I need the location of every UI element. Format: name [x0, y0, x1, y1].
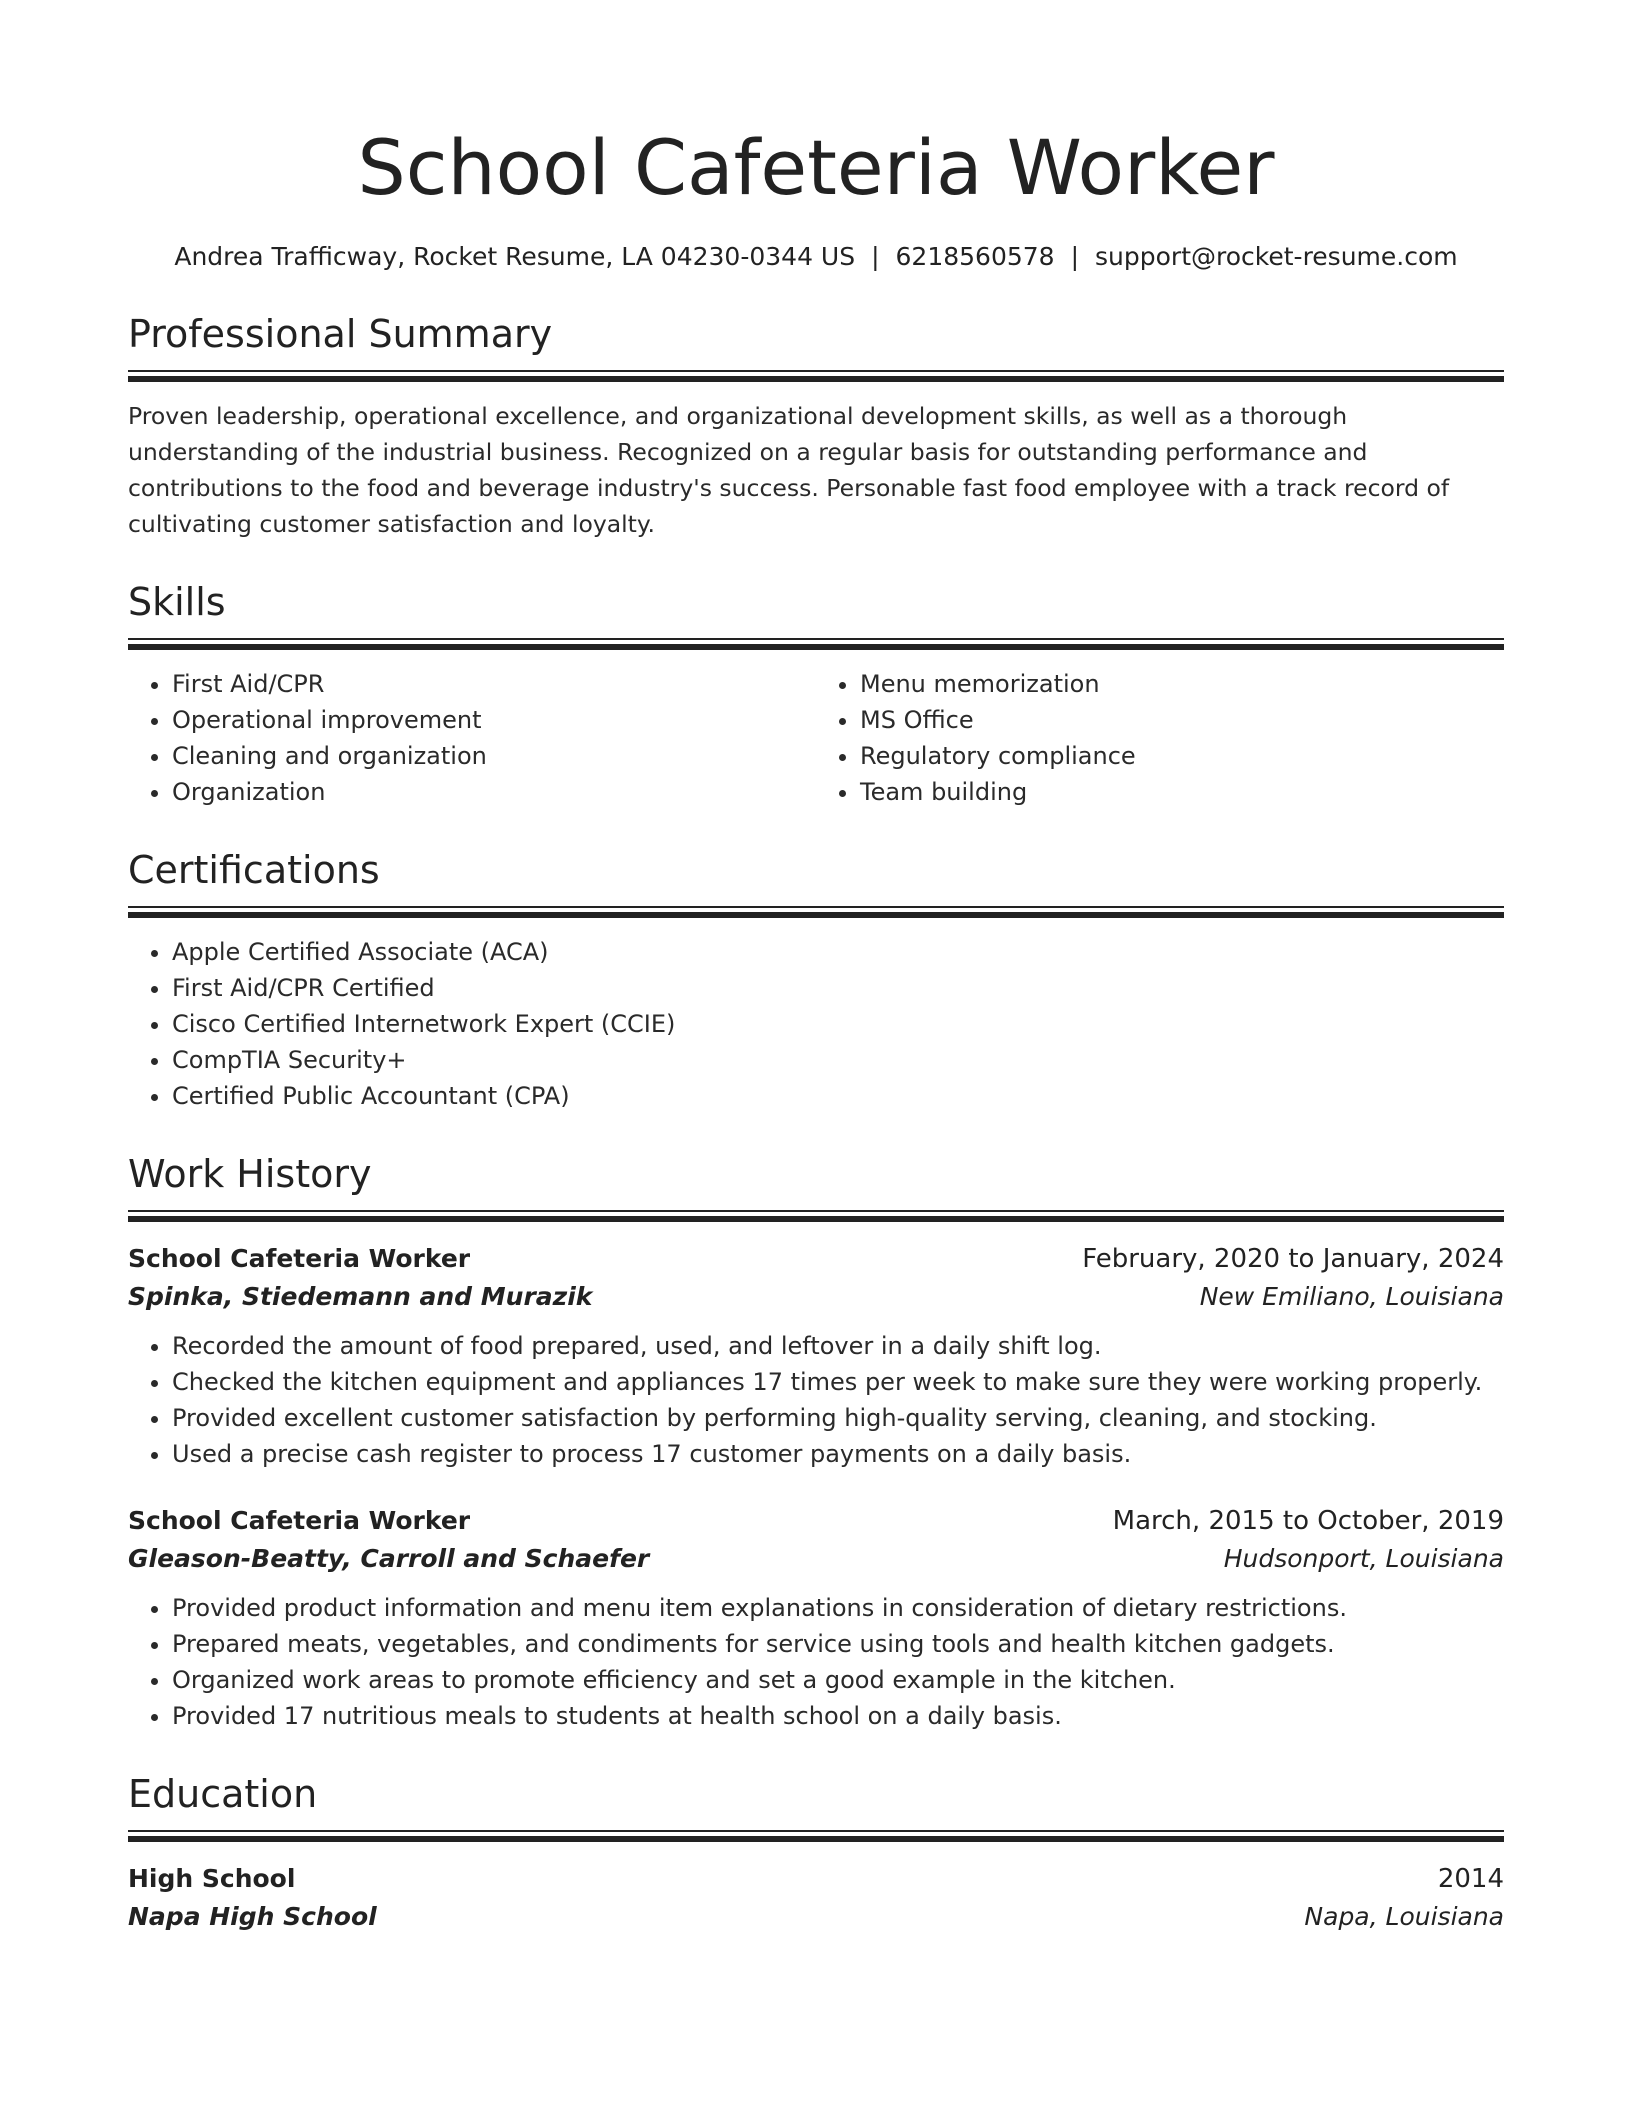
- skills-list-left: [128, 666, 816, 810]
- certifications-list: [128, 934, 1504, 1114]
- job-bullet: • Provided excellent customer satisfaction by performing high-quality serving, cleaning, and stocking.: [172, 1400, 1504, 1436]
- certifications-heading: Certifications: [128, 848, 380, 892]
- education-school: Napa High School: [128, 1902, 377, 1931]
- summary-heading: Professional Summary: [128, 312, 553, 356]
- certification-item: • First Aid/CPR Certified: [172, 970, 1504, 1006]
- job-company: Spinka, Stiedemann and Murazik: [128, 1282, 593, 1311]
- contact-phone: 6218560578: [895, 242, 1055, 271]
- skill-item: • First Aid/CPR: [172, 666, 816, 702]
- education-header-row: [128, 1860, 1504, 1898]
- contact-separator: |: [1070, 242, 1080, 271]
- education-degree: High School: [128, 1864, 296, 1893]
- job-header-row: [128, 1240, 1504, 1278]
- certifications-section: [128, 846, 1504, 1114]
- section-divider: [128, 1830, 1504, 1842]
- job-company-row: [128, 1540, 1504, 1578]
- section-divider: [128, 906, 1504, 918]
- education-year: 2014: [1437, 1864, 1504, 1894]
- job-dates: March, 2015 to October, 2019: [1112, 1506, 1504, 1536]
- skill-item: • Regulatory compliance: [860, 738, 1504, 774]
- job-bullet: • Provided product information and menu item explanations in consideration of dietary restrictions.: [172, 1590, 1504, 1626]
- job-bullet: • Recorded the amount of food prepared, used, and leftover in a daily shift log.: [172, 1328, 1504, 1364]
- education-location: Napa, Louisiana: [1304, 1902, 1504, 1931]
- section-divider: [128, 1210, 1504, 1222]
- job-company-row: [128, 1278, 1504, 1316]
- job-location: Hudsonport, Louisiana: [1223, 1544, 1504, 1573]
- skills-list-right: [816, 666, 1504, 810]
- skills-section: [128, 578, 1504, 810]
- section-divider: [128, 638, 1504, 650]
- skill-item: • Cleaning and organization: [172, 738, 816, 774]
- job-bullet: • Used a precise cash register to process 17 customer payments on a daily basis.: [172, 1436, 1504, 1472]
- work-history-heading: Work History: [128, 1152, 372, 1196]
- job-title: School Cafeteria Worker: [128, 1244, 471, 1273]
- skill-item: • Team building: [860, 774, 1504, 810]
- job-title: School Cafeteria Worker: [128, 1506, 471, 1535]
- contact-line: [128, 240, 1504, 274]
- summary-section: [128, 310, 1504, 542]
- job-location: New Emiliano, Louisiana: [1199, 1282, 1504, 1311]
- summary-text: Proven leadership, operational excellence, and organizational development skills, as well as a thorough understanding of the industrial business. Recognized on a regular basis for outstanding performance and contributions to the food and beverage industry's success. Personable fast food employee with a track record of cultivating customer satisfaction and loyalty.: [128, 402, 1450, 538]
- job-bullet: • Prepared meats, vegetables, and condiments for service using tools and health kitchen gadgets.: [172, 1626, 1504, 1662]
- education-section: [128, 1770, 1504, 1936]
- section-divider: [128, 370, 1504, 382]
- certification-item: • CompTIA Security+: [172, 1042, 1504, 1078]
- skill-item: • MS Office: [860, 702, 1504, 738]
- certification-item: • Apple Certified Associate (ACA): [172, 934, 1504, 970]
- skill-item: • Menu memorization: [860, 666, 1504, 702]
- skills-grid: [128, 650, 1504, 810]
- job-bullets: [128, 1590, 1504, 1734]
- job-bullet: • Organized work areas to promote efficiency and set a good example in the kitchen.: [172, 1662, 1504, 1698]
- job-entry: [128, 1240, 1504, 1472]
- job-company: Gleason-Beatty, Carroll and Schaefer: [128, 1544, 650, 1573]
- education-entry: [128, 1860, 1504, 1936]
- education-school-row: [128, 1898, 1504, 1936]
- skill-item: • Operational improvement: [172, 702, 816, 738]
- contact-address: Andrea Trafficway, Rocket Resume, LA 04230-0344 US: [174, 242, 856, 271]
- certification-item: • Cisco Certified Internetwork Expert (CCIE): [172, 1006, 1504, 1042]
- contact-separator: |: [871, 242, 880, 271]
- skills-heading: Skills: [128, 580, 226, 624]
- resume-title: School Cafeteria Worker: [357, 123, 1275, 212]
- contact-email: support@rocket-resume.com: [1095, 242, 1458, 271]
- job-entry: [128, 1502, 1504, 1734]
- certification-item: • Certified Public Accountant (CPA): [172, 1078, 1504, 1114]
- education-heading: Education: [128, 1772, 318, 1816]
- skill-item: • Organization: [172, 774, 816, 810]
- job-header-row: [128, 1502, 1504, 1540]
- job-bullet: • Provided 17 nutritious meals to students at health school on a daily basis.: [172, 1698, 1504, 1734]
- job-bullet: • Checked the kitchen equipment and appliances 17 times per week to make sure they were working properly.: [172, 1364, 1504, 1400]
- job-bullets: [128, 1328, 1504, 1472]
- work-history-section: [128, 1150, 1504, 1734]
- job-dates: February, 2020 to January, 2024: [1082, 1244, 1504, 1274]
